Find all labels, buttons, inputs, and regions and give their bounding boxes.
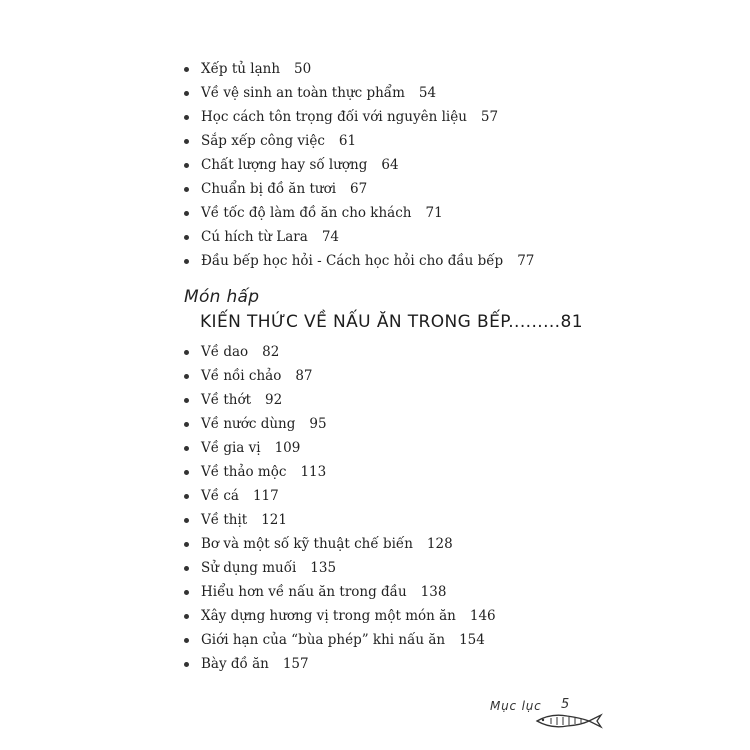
toc-list-top xyxy=(182,59,534,275)
toc-entry xyxy=(182,438,496,462)
toc-entry xyxy=(182,342,496,366)
toc-entry xyxy=(182,534,496,558)
toc-entry xyxy=(182,654,496,678)
toc-entry-page: 50 xyxy=(294,61,312,77)
toc-entry xyxy=(182,486,496,510)
section-label: Món hấp xyxy=(184,287,260,307)
bullet-icon xyxy=(184,494,189,499)
toc-entry-page: 57 xyxy=(480,109,499,125)
toc-entry-title: Về thịt xyxy=(201,512,248,528)
toc-entry-title: Về tốc độ làm đồ ăn cho khách xyxy=(201,205,412,221)
toc-entry xyxy=(182,414,496,438)
footer-label: Mục lục xyxy=(490,699,542,713)
toc-entry-title: Cú hích từ Lara xyxy=(201,229,308,245)
toc-entry-title: Xây dựng hương vị trong một món ăn xyxy=(201,608,456,624)
toc-entry-page: 157 xyxy=(282,656,309,672)
toc-entry xyxy=(182,558,496,582)
toc-entry-page: 117 xyxy=(252,488,279,504)
toc-entry-page: 146 xyxy=(469,608,496,624)
toc-entry-page: 109 xyxy=(274,440,301,456)
bullet-icon xyxy=(184,374,189,379)
toc-entry-page: 87 xyxy=(295,368,313,384)
toc-entry-title: Hiểu hơn về nấu ăn trong đầu xyxy=(201,584,407,600)
bullet-icon xyxy=(184,470,189,475)
toc-entry-title: Về nồi chảo xyxy=(201,368,282,384)
bullet-icon xyxy=(184,259,189,264)
toc-entry-page: 64 xyxy=(381,157,399,173)
toc-entry-title: Đầu bếp học hỏi - Cách học hỏi cho đầu bếp xyxy=(201,253,504,269)
toc-entry-page: 135 xyxy=(310,560,337,576)
toc-entry-page: 74 xyxy=(321,229,339,245)
toc-entry-page: 113 xyxy=(300,464,327,480)
toc-entry-title: Về gia vị xyxy=(201,440,261,456)
bullet-icon xyxy=(184,139,189,144)
bullet-icon xyxy=(184,211,189,216)
toc-entry-page: 61 xyxy=(338,133,357,149)
toc-entry xyxy=(182,366,496,390)
bullet-icon xyxy=(184,67,189,72)
toc-entry xyxy=(182,606,496,630)
bullet-icon xyxy=(184,590,189,595)
toc-entry xyxy=(182,83,534,107)
bullet-icon xyxy=(184,91,189,96)
bullet-icon xyxy=(184,115,189,120)
toc-entry-page: 71 xyxy=(425,205,443,221)
toc-entry xyxy=(182,510,496,534)
toc-entry-page: 77 xyxy=(517,253,535,269)
toc-entry-title: Về cá xyxy=(201,488,239,504)
bullet-icon xyxy=(184,518,189,523)
toc-entry-title: Học cách tôn trọng đối với nguyên liệu xyxy=(201,109,467,125)
toc-entry-title: Bơ và một số kỹ thuật chế biến xyxy=(201,536,413,552)
toc-entry xyxy=(182,251,534,275)
bullet-icon xyxy=(184,187,189,192)
toc-entry xyxy=(182,131,534,155)
toc-entry-page: 154 xyxy=(459,632,485,648)
footer-page-number: 5 xyxy=(561,697,570,712)
toc-entry-title: Xếp tủ lạnh xyxy=(201,61,281,77)
bullet-icon xyxy=(184,662,189,667)
toc-entry-title: Sắp xếp công việc xyxy=(201,133,325,149)
bullet-icon xyxy=(184,614,189,619)
toc-entry-title: Về thảo mộc xyxy=(201,464,287,480)
bullet-icon xyxy=(184,566,189,571)
toc-entry-page: 138 xyxy=(420,584,447,600)
toc-entry xyxy=(182,107,534,131)
fish-icon xyxy=(533,712,605,730)
toc-entry-page: 54 xyxy=(418,85,437,101)
toc-entry xyxy=(182,582,496,606)
toc-entry xyxy=(182,179,534,203)
bullet-icon xyxy=(184,542,189,547)
toc-entry-title: Chuẩn bị đồ ăn tươi xyxy=(201,181,337,197)
toc-entry xyxy=(182,462,496,486)
toc-entry-title: Về thớt xyxy=(201,392,252,408)
toc-entry-title: Về nước dùng xyxy=(201,416,296,432)
bullet-icon xyxy=(184,638,189,643)
toc-entry-page: 82 xyxy=(262,344,280,360)
toc-entry xyxy=(182,227,534,251)
toc-entry-page: 121 xyxy=(261,512,287,528)
toc-entry xyxy=(182,203,534,227)
toc-entry-title: Giới hạn của “bùa phép” khi nấu ăn xyxy=(201,632,446,648)
toc-entry-title: Về vệ sinh an toàn thực phẩm xyxy=(201,85,405,101)
toc-entry-title: Sử dụng muối xyxy=(201,560,297,576)
toc-entry xyxy=(182,630,496,654)
toc-entry xyxy=(182,59,534,83)
bullet-icon xyxy=(184,350,189,355)
toc-entry-title: Về dao xyxy=(201,344,249,360)
section-heading: KIẾN THỨC VỀ NẤU ĂN TRONG BẾP.........81 xyxy=(200,312,583,332)
toc-entry xyxy=(182,390,496,414)
toc-entry xyxy=(182,155,534,179)
bullet-icon xyxy=(184,446,189,451)
toc-entry-page: 92 xyxy=(265,392,283,408)
bullet-icon xyxy=(184,422,189,427)
toc-entry-page: 128 xyxy=(426,536,453,552)
toc-entry-title: Chất lượng hay số lượng xyxy=(201,157,368,173)
toc-entry-page: 95 xyxy=(309,416,327,432)
bullet-icon xyxy=(184,163,189,168)
bullet-icon xyxy=(184,235,189,240)
toc-list-bottom xyxy=(182,342,496,678)
toc-entry-page: 67 xyxy=(350,181,368,197)
toc-entry-title: Bày đồ ăn xyxy=(201,656,269,672)
bullet-icon xyxy=(184,398,189,403)
